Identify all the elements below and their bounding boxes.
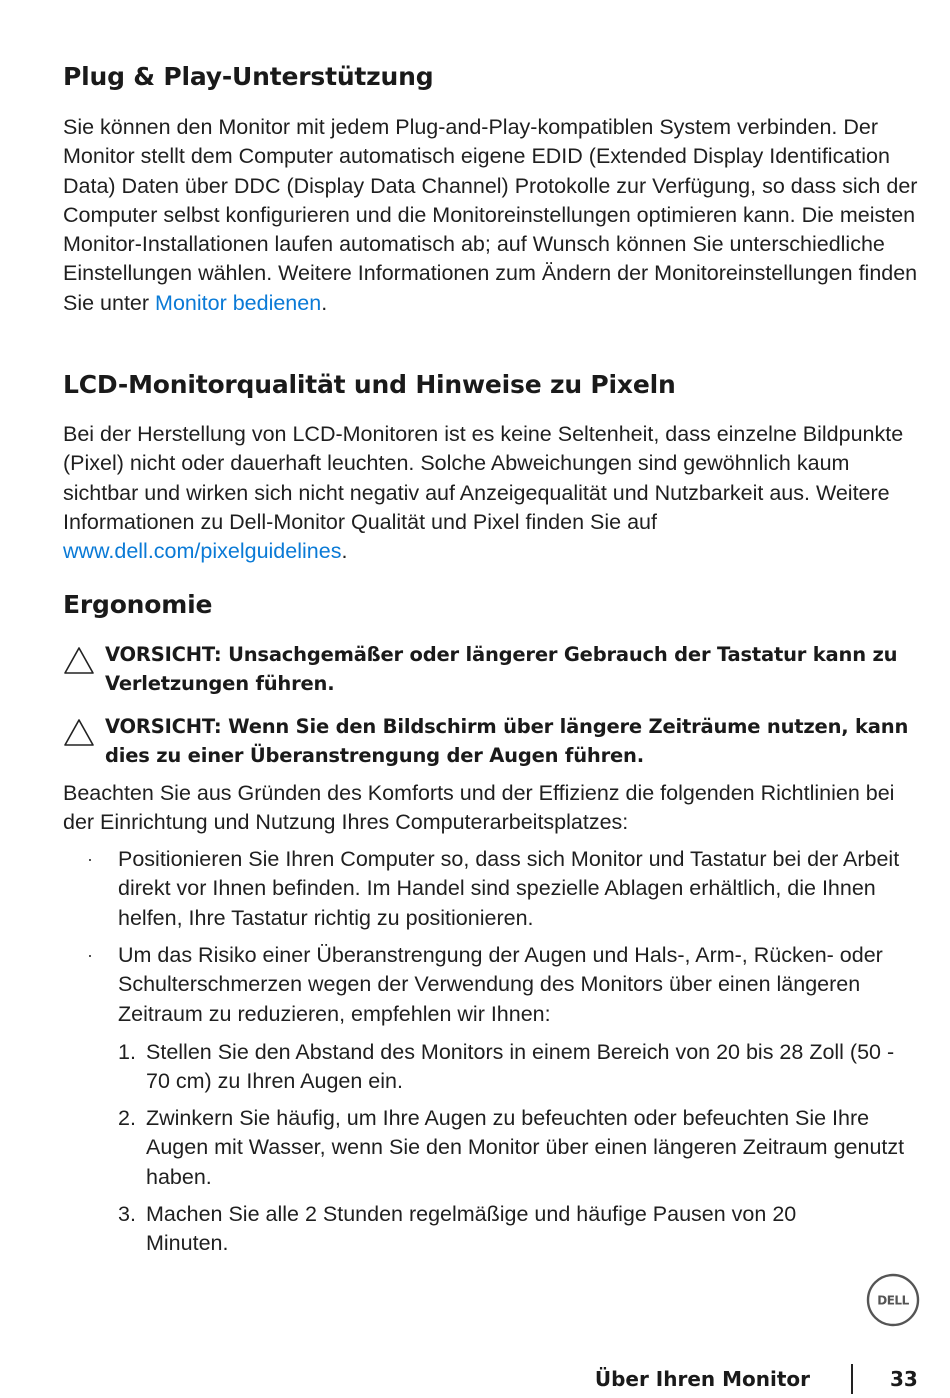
heading-lcd-quality: LCD-Monitorqualität und Hinweise zu Pixeln bbox=[63, 370, 676, 399]
numbered-item-number: 3. bbox=[118, 1202, 136, 1226]
list-item-text: Positionieren Sie Ihren Computer so, dass sich Monitor und Tastatur bei der Arbeit direkt vor Ihnen befinden. Im Handel sind spezielle Ablagen erhältlich, die Ihnen helfen, Ihre Tastatur richtig zu positionieren. bbox=[118, 847, 900, 930]
numbered-item-text: Machen Sie alle 2 Stunden regelmäßige und häufige Pausen von 20 Minuten. bbox=[146, 1202, 797, 1256]
warning-triangle-icon bbox=[63, 718, 95, 748]
paragraph-plug-and-play bbox=[63, 113, 923, 318]
footer-section-title: Über Ihren Monitor bbox=[594, 1367, 810, 1391]
caution-keyboard-text: VORSICHT: Unsachgemäßer oder längerer Gebrauch der Tastatur kann zu Verletzungen führen. bbox=[105, 643, 898, 696]
numbered-item-number: 2. bbox=[118, 1106, 136, 1130]
list-item-text: Um das Risiko einer Überanstrengung der Augen und Hals-, Arm-, Rücken- oder Schulterschmerzen wegen der Verwendung des Monitors über einen längeren Zeitraum zu reduzieren, empfehlen wir Ihnen: bbox=[118, 943, 883, 1026]
warning-triangle-icon bbox=[63, 646, 95, 676]
bullet-dot-icon: · bbox=[87, 945, 93, 965]
numbered-item-text: Stellen Sie den Abstand des Monitors in einem Bereich von 20 bis 28 Zoll (50 - 70 cm) zu Ihren Augen ein. bbox=[146, 1040, 895, 1094]
footer-page-number: 33 bbox=[890, 1367, 918, 1391]
dell-logo bbox=[866, 1273, 920, 1327]
paragraph-lcd-quality bbox=[63, 420, 923, 566]
numbered-item-number: 1. bbox=[118, 1040, 136, 1064]
caution-eyes-text: VORSICHT: Wenn Sie den Bildschirm über längere Zeiträume nutzen, kann dies zu einer Überanstrengung der Augen führen. bbox=[105, 715, 909, 768]
heading-ergonomie: Ergonomie bbox=[63, 590, 213, 619]
paragraph-lcd-body: Bei der Herstellung von LCD-Monitoren ist es keine Seltenheit, dass einzelne Bildpunkte (Pixel) nicht oder dauerhaft leuchten. Solche Abweichungen sind gewöhnlich kaum sichtbar und wirken sich nicht negativ auf Anzeigequalität und Nutzbarkeit aus. Weitere Informationen zu Dell-Monitor Qualität und Pixel finden Sie auf bbox=[63, 422, 904, 534]
paragraph-ergonomie-intro: Beachten Sie aus Gründen des Komforts und der Effizienz die folgenden Richtlinien bei der Einrichtung und Nutzung Ihres Computerarbeitsplatzes: bbox=[63, 781, 895, 835]
footer-divider bbox=[851, 1364, 853, 1394]
heading-plug-and-play: Plug & Play-Unterstützung bbox=[63, 62, 434, 91]
paragraph-plug-tail: . bbox=[321, 290, 328, 315]
link-pixelguidelines[interactable]: www.dell.com/pixelguidelines bbox=[63, 539, 342, 564]
numbered-item-text: Zwinkern Sie häufig, um Ihre Augen zu befeuchten oder befeuchten Sie Ihre Augen mit Wasser, wenn Sie den Monitor über einen längeren Zeitraum genutzt haben. bbox=[146, 1106, 905, 1189]
bullet-dot-icon: · bbox=[87, 849, 93, 869]
link-monitor-bedienen[interactable]: Monitor bedienen bbox=[155, 290, 322, 315]
paragraph-lcd-tail: . bbox=[341, 539, 348, 564]
dell-logo-text: DELL bbox=[877, 1293, 909, 1308]
paragraph-plug-body: Sie können den Monitor mit jedem Plug-and-Play-kompatiblen System verbinden. Der Monitor stellt dem Computer automatisch eigene EDID (Extended Display Identification Data) Daten über DDC (Display Data Channel) Protokolle zur Verfügung, so dass sich der Computer selbst konfigurieren und die Monitoreinstellungen optimieren kann. Die meisten Monitor-Installationen laufen automatisch ab; auf Wunsch können Sie unterschiedliche Einstellungen wählen. Weitere Informationen zum Ändern der Monitoreinstellungen finden Sie unter bbox=[63, 115, 918, 315]
